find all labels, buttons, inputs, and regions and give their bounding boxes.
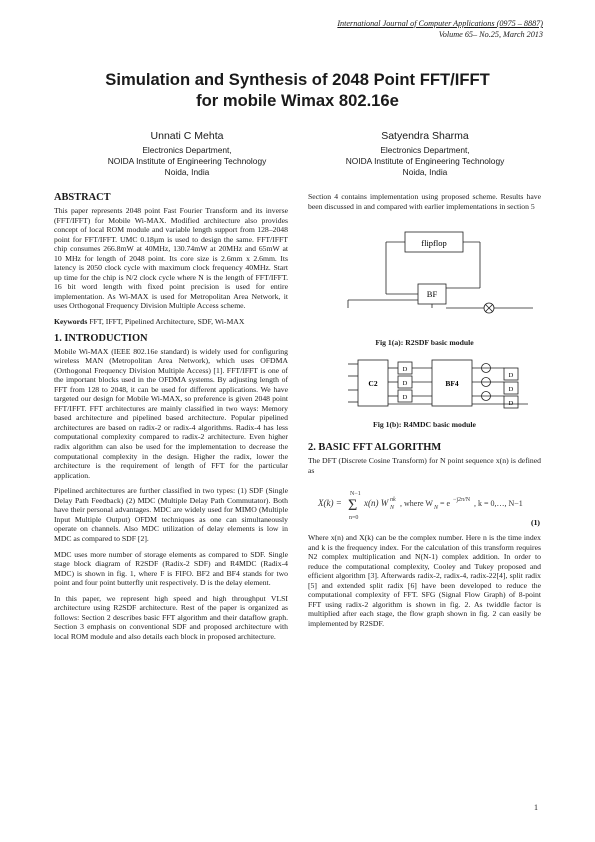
figure-1b xyxy=(308,356,541,429)
author-dept: Electronics Department, xyxy=(380,145,470,155)
right-column-bottom xyxy=(308,442,541,635)
svg-text:X(k) =: X(k) = xyxy=(318,498,342,509)
title-line-2: for mobile Wimax 802.16e xyxy=(196,91,399,110)
intro-paragraph-4: In this paper, we represent high speed and high throughput VLSI architecture using R2SDF architecture. Rest of the paper is organized as follows: Section 2 describes basic FFT algorithm and their dataflow graph. Section 3 emphasis on conventional SDF and proposed architecture with local ROM module and also details each block in proposed architecture. xyxy=(54,593,288,641)
author-city: Noida, India xyxy=(402,167,448,177)
basic-paragraph-2: Where x(n) and X(k) can be the complex number. Here n is the time index and k is the frequency index. For the calculation of this transform requires N2 complex multiplication and N(N-1) complex addition. In order to reduce the computational complexity, Cooley and Tukey proposed and efficient algorithm [3]. Afterwards radix-2, radix-4, radix-22[4], split radix [5] and extended split radix [6] have been developed to reduce the computational complexity of FFT. SFG (Signal Flow Graph) of 8-point FFT using radix-2 algorithm is shown in fig. 2. As twiddle factor is multiplied after each stage, the flow graph shown in fig. 2 can easily be implemented by R2SDF. xyxy=(308,533,541,629)
svg-text:nk: nk xyxy=(390,497,396,504)
author-2 xyxy=(290,129,560,178)
r2sdf-diagram xyxy=(308,226,541,338)
svg-text:N: N xyxy=(390,505,395,512)
author-1 xyxy=(52,129,322,178)
svg-text:−j2π/N: −j2π/N xyxy=(453,497,471,504)
svg-text:, k = 0,…, N−1: , k = 0,…, N−1 xyxy=(474,499,523,509)
author-inst: NOIDA Institute of Engineering Technology xyxy=(345,156,505,166)
delay-label: D xyxy=(508,400,514,407)
abstract-text: This paper represents 2048 point Fast Fourier Transform and its inverse (FFT/IFFT) for Mobile Wi-MAX. Modified architecture also provides concept of local ROM module and variable length support from 128–2048 point for FFT/IFFT. UMC 0.18µm is used to design the same. FFT/IFFT chip consumes 266.8mW at 40MHz, 130.74mW at 20MHz and 65mW at 10 MHz for length of 2048 point. Its core size is 2.6mm x 2.6mm. Its latency is 2050 clock cycle with maximum clock frequency 40MHz. Start up time for the chip is N/2 clock cycle where N is the length of FFT/IFFT. 16 bit word length with fixed point precision is used for entire implementation. As Wi-MAX is used for Metropolitan Area Network, it uses Orthogonal Frequency Division Multiple Access scheme. xyxy=(54,206,288,311)
section4-paragraph: Section 4 contains implementation using proposed scheme. Results have been discussed in and compared with earlier implementations in section 5 xyxy=(308,192,541,211)
left-column xyxy=(54,192,288,647)
intro-heading: 1. INTRODUCTION xyxy=(54,332,148,344)
basic-fft-heading: 2. BASIC FFT ALGORITHM xyxy=(308,442,442,453)
keywords-text: FFT, IFFT, Pipelined Architecture, SDF, Wi-MAX xyxy=(89,317,245,327)
flipflop-label: flipflop xyxy=(421,238,447,248)
abstract-heading: ABSTRACT xyxy=(54,192,111,203)
svg-text:= e: = e xyxy=(440,499,451,509)
figure-1b-caption: Fig 1(b): R4MDC basic module xyxy=(373,420,476,429)
right-column-top xyxy=(308,192,541,217)
delay-label: D xyxy=(508,386,514,393)
keywords xyxy=(54,317,288,327)
r4mdc-diagram xyxy=(308,356,541,416)
equation-1 xyxy=(308,481,541,527)
svg-text:x(n) W: x(n) W xyxy=(364,498,389,509)
figure-1a-caption: Fig 1(a): R2SDF basic module xyxy=(375,338,474,347)
author-inst: NOIDA Institute of Engineering Technology xyxy=(107,156,267,166)
intro-paragraph-1: Mobile Wi-MAX (IEEE 802.16e standard) is widely used for configuring wireless MAN (Metropolitan Area Network), which uses OFDMA (Orthogonal Frequency Division Multiple Access) [1]. FFT/IFFT is one of the important blocks used in the OFDMA systems. By adjusting length of FFT from 128 to 2048, it can be used for different applications. We have targeted our design for Mobile Wi-MAX, so preference is given 2048 point FFT/IFFT. FFT architectures are mainly classified in two ways: Memory based architecture and pipelined based architecture. Popular pipelined architectures are based on radix-2 or radix-4 algorithms. Radix-4 has less computational complexity compared to radix-2 architecture. Even higher radix algorithm can also be used for the implementation to decrease the computational complexity in the design. Higher the radix, lower the architecture is the requirement of length of FFT for the particular application. xyxy=(54,346,288,480)
delay-label: D xyxy=(402,394,408,401)
equation-number: (1) xyxy=(531,518,540,528)
author-name: Unnati C Mehta xyxy=(150,130,224,142)
svg-text:N−1: N−1 xyxy=(350,491,361,498)
title-line-1: Simulation and Synthesis of 2048 Point FFT/IFFT xyxy=(105,70,490,89)
journal-header xyxy=(337,19,543,40)
page-number: 1 xyxy=(534,803,538,812)
author-name: Satyendra Sharma xyxy=(381,130,469,142)
svg-text:, where W: , where W xyxy=(400,499,433,509)
delay-label: D xyxy=(402,380,408,387)
figure-1a xyxy=(308,226,541,347)
keywords-label: Keywords xyxy=(54,317,88,327)
journal-name: International Journal of Computer Applications (0975 – 8887) xyxy=(337,19,543,28)
intro-paragraph-3: MDC uses more number of storage elements as compared to SDF. Single stage block diagram of R2SDF (Radix-2 SDF) and R4MDC (Radix-4 MDC) is shown in fig. 1, where F is FIFO. BF2 and BF4 stands for two point and four point butterfly unit respectively. D is the delay element. xyxy=(54,549,288,588)
svg-text:N: N xyxy=(434,505,439,512)
c2-label: C2 xyxy=(368,379,378,388)
author-dept: Electronics Department, xyxy=(142,145,232,155)
delay-label: D xyxy=(508,372,514,379)
journal-volume: Volume 65– No.25, March 2013 xyxy=(438,29,543,39)
basic-paragraph-1: The DFT (Discrete Cosine Transform) for N point sequence x(n) is defined as xyxy=(308,456,541,475)
bf-label: BF xyxy=(426,289,438,299)
author-city: Noida, India xyxy=(164,167,210,177)
svg-text:Σ: Σ xyxy=(348,497,358,515)
svg-text:n=0: n=0 xyxy=(349,515,359,522)
bf4-label: BF4 xyxy=(445,379,459,388)
paper-title xyxy=(40,69,555,111)
intro-paragraph-2: Pipelined architectures are further classified in two types: (1) SDF (Single Delay Path Feedback) (2) MDC (Multiple Delay Path Commutator). Both have their personal advantages. MDC are widely used for MIMO (Multiple Input Multiple Output) OFDM techniques as one can simultaneously operate on channels. Also MDC utilization of delay elements is low in MDC as compared to SDF [2]. xyxy=(54,486,288,543)
delay-label: D xyxy=(402,366,408,373)
dft-equation xyxy=(308,481,541,527)
